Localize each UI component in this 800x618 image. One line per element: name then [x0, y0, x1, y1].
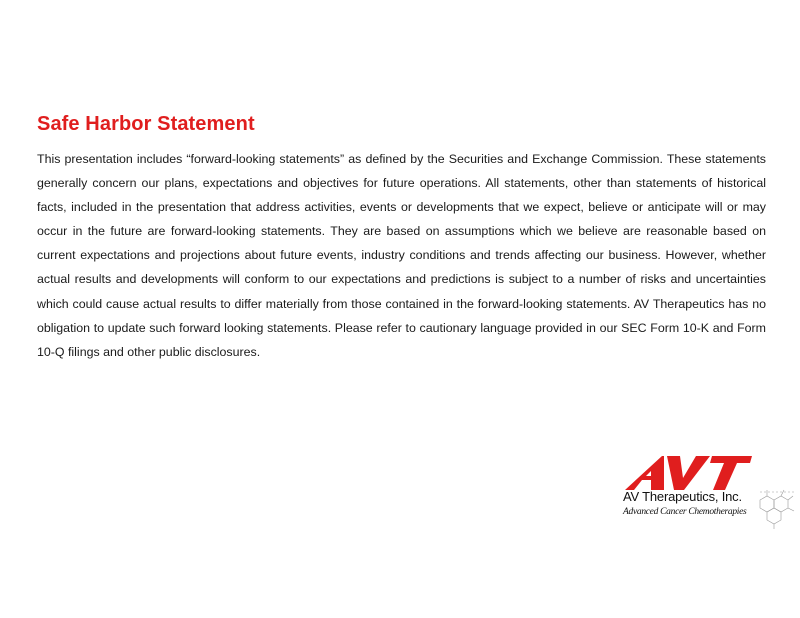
avt-logo-mark-icon	[625, 456, 752, 490]
company-logo	[620, 452, 800, 532]
company-name: AV Therapeutics, Inc.	[623, 489, 742, 504]
company-tagline: Advanced Cancer Chemotherapies	[623, 507, 747, 517]
safe-harbor-paragraph: This presentation includes “forward-looking statements” as defined by the Securities and Exchange Commission. These statements generally concern our plans, expectations and objectives for future operations. All statements, other than statements of historical facts, included in the presentation that address activities, events or developments that we expect, believe or anticipate will or may occur in the future are forward-looking statements. They are based on assumptions which we believe are reasonable based on current expectations and projections about future events, industry conditions and trends affecting our business. However, whether actual results and developments will conform to our expectations and predictions is subject to a number of risks and uncertainties which could cause actual results to differ materially from those contained in the forward-looking statements. AV Therapeutics has no obligation to update such forward looking statements. Please refer to cautionary language provided in our SEC Form 10-K and Form 10-Q filings and other public disclosures.	[37, 152, 766, 359]
slide-title: Safe Harbor Statement	[37, 113, 255, 135]
molecule-structure-icon	[760, 490, 796, 529]
